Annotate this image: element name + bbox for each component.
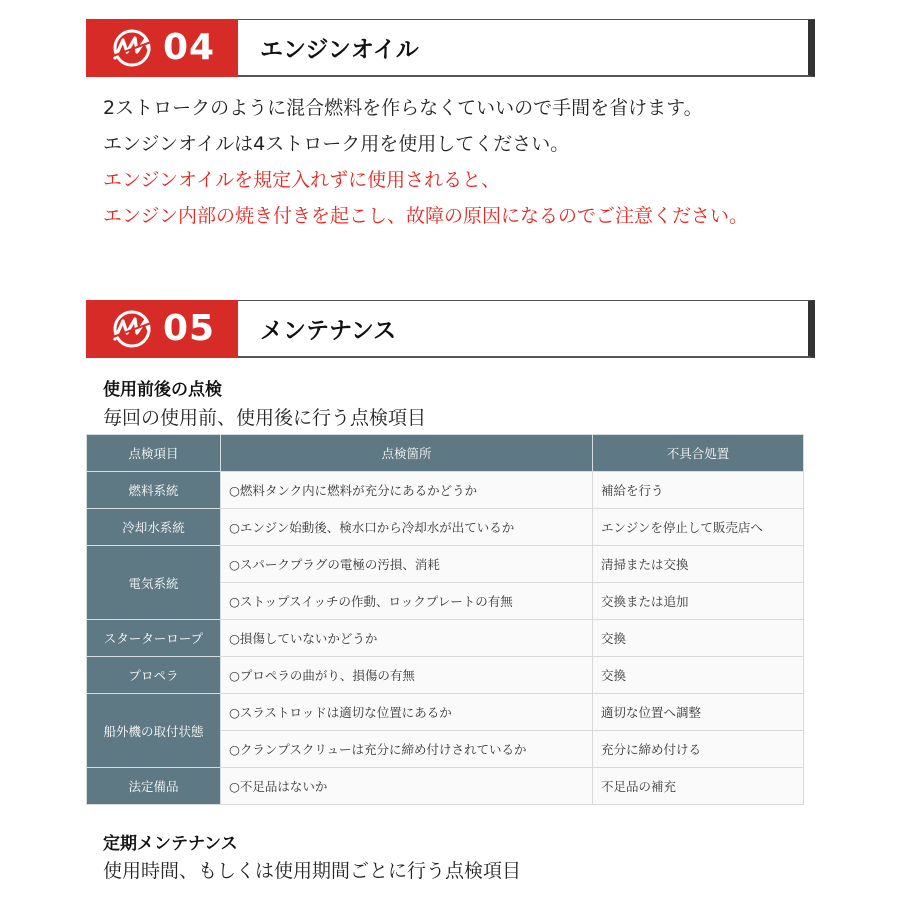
mercury-logo-icon xyxy=(109,309,155,349)
section-04-badge xyxy=(86,19,238,77)
table-row xyxy=(87,694,804,731)
column-header: 点検箇所 xyxy=(221,435,593,472)
table-row xyxy=(87,620,804,657)
check-cell: ○ストップスイッチの作動、ロックプレートの有無 xyxy=(221,583,593,620)
action-cell: 清掃または交換 xyxy=(593,546,804,583)
check-cell: ○スパークプラグの電極の汚損、消耗 xyxy=(221,546,593,583)
action-cell: 不足品の補充 xyxy=(593,768,804,805)
section-04-body xyxy=(103,90,748,234)
category-cell: スターターロープ xyxy=(87,620,221,657)
pre-post-heading: 使用前後の点検 xyxy=(103,380,222,400)
action-cell: 交換または追加 xyxy=(593,583,804,620)
section-number: 04 xyxy=(162,27,216,68)
check-cell: ○不足品はないか xyxy=(221,768,593,805)
periodic-description: 使用時間、もしくは使用期間ごとに行う点検項目 xyxy=(103,860,522,882)
section-04-header xyxy=(86,19,815,77)
category-cell: 冷却水系統 xyxy=(87,509,221,546)
table-header-row xyxy=(87,435,804,472)
table-row xyxy=(87,546,804,583)
action-cell: 充分に締め付ける xyxy=(593,731,804,768)
column-header: 点検項目 xyxy=(87,435,221,472)
action-cell: 補給を行う xyxy=(593,472,804,509)
check-cell: ○エンジン始動後、検水口から冷却水が出ているか xyxy=(221,509,593,546)
table-row xyxy=(87,768,804,805)
action-cell: 交換 xyxy=(593,620,804,657)
mercury-logo-icon xyxy=(109,28,155,68)
body-line: 2ストロークのように混合燃料を作らなくていいので手間を省けます。 xyxy=(103,97,703,119)
section-05-header xyxy=(86,300,815,358)
action-cell: 適切な位置へ調整 xyxy=(593,694,804,731)
category-cell: 電気系統 xyxy=(87,546,221,620)
column-header: 不具合処置 xyxy=(593,435,804,472)
category-cell: 燃料系統 xyxy=(87,472,221,509)
periodic-heading: 定期メンテナンス xyxy=(103,834,238,854)
section-05-badge xyxy=(86,300,238,358)
category-cell: プロペラ xyxy=(87,657,221,694)
action-cell: 交換 xyxy=(593,657,804,694)
warning-line: エンジンオイルを規定入れずに使用されると、 xyxy=(103,169,501,191)
inspection-table xyxy=(86,434,804,805)
action-cell: エンジンを停止して販売店へ xyxy=(593,509,804,546)
check-cell: ○プロペラの曲がり、損傷の有無 xyxy=(221,657,593,694)
category-cell: 船外機の取付状態 xyxy=(87,694,221,768)
check-cell: ○損傷していないかどうか xyxy=(221,620,593,657)
table-row xyxy=(87,472,804,509)
section-title: エンジンオイル xyxy=(238,19,815,77)
section-title: メンテナンス xyxy=(238,300,815,358)
table-row xyxy=(87,657,804,694)
body-line: エンジンオイルは4ストローク用を使用してください。 xyxy=(103,133,570,155)
check-cell: ○スラストロッドは適切な位置にあるか xyxy=(221,694,593,731)
warning-line: エンジン内部の焼き付きを起こし、故障の原因になるのでご注意ください。 xyxy=(103,205,749,227)
check-cell: ○クランプスクリューは充分に締め付けされているか xyxy=(221,731,593,768)
pre-post-description: 毎回の使用前、使用後に行う点検項目 xyxy=(103,407,427,429)
check-cell: ○燃料タンク内に燃料が充分にあるかどうか xyxy=(221,472,593,509)
category-cell: 法定備品 xyxy=(87,768,221,805)
section-number: 05 xyxy=(162,308,216,349)
table-row xyxy=(87,509,804,546)
